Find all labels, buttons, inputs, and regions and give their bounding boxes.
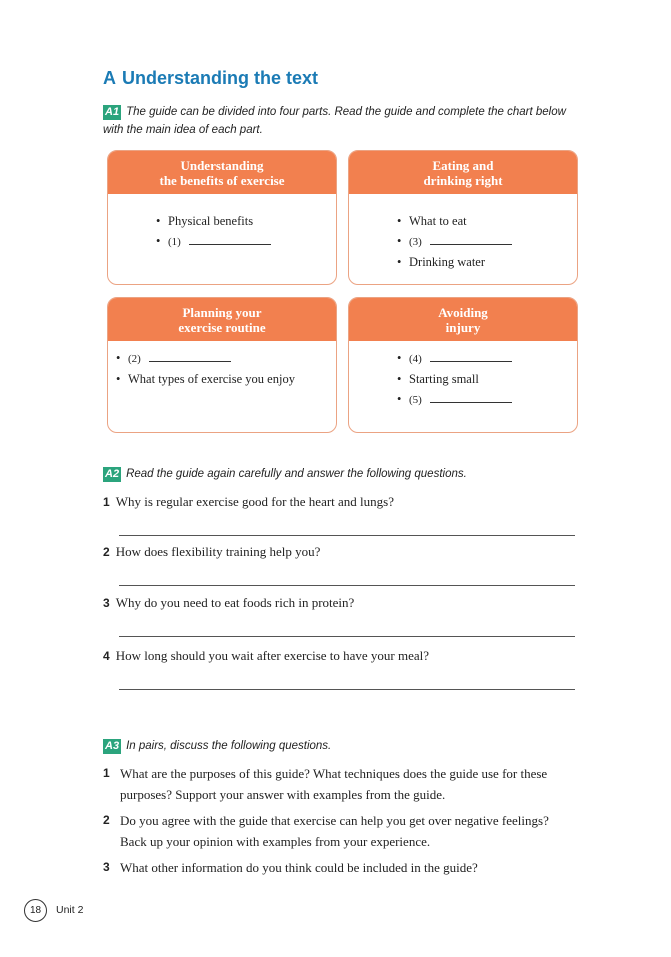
a3-instruction-text: In pairs, discuss the following questions. — [126, 740, 332, 752]
question — [103, 544, 320, 560]
question-text: Why is regular exercise good for the heart and lungs? — [115, 494, 395, 509]
blank-item — [397, 231, 512, 252]
question-text: Do you agree with the guide that exercise can help you get over negative feelings? Back up your opinion with examples from your experience. — [120, 813, 549, 849]
blank-item — [156, 231, 271, 252]
a1-badge: A1 — [105, 106, 120, 118]
answer-blank[interactable] — [430, 243, 512, 245]
list-item: • Drinking water — [397, 252, 512, 272]
question-text: Why do you need to eat foods rich in protein? — [115, 595, 355, 610]
chart-box-list — [397, 211, 512, 272]
question — [103, 595, 354, 611]
a3-instruction — [103, 737, 331, 755]
blank-number: (5) — [409, 394, 422, 406]
chart-box — [107, 297, 337, 433]
question-number: 2 — [103, 813, 110, 827]
question-text: How long should you wait after exercise to have your meal? — [115, 648, 430, 663]
answer-line[interactable] — [119, 585, 575, 586]
chart-box-list — [156, 211, 271, 252]
chart-box-list — [116, 348, 295, 389]
discussion-question — [103, 810, 573, 852]
blank-number: (4) — [409, 353, 422, 365]
section-letter: A — [103, 68, 116, 88]
discussion-question — [103, 763, 573, 805]
chart-box-header — [108, 298, 336, 341]
answer-line[interactable] — [119, 636, 575, 637]
discussion-question — [103, 857, 573, 878]
question-text: What are the purposes of this guide? What techniques does the guide use for these purposes? Support your answer with examples from the guide. — [120, 766, 548, 802]
answer-blank[interactable] — [189, 243, 271, 245]
chart-box-title: the benefits of exercise — [159, 173, 285, 188]
chart-box-list — [397, 348, 512, 410]
blank-item — [397, 389, 512, 410]
answer-blank[interactable] — [149, 360, 231, 362]
question-number: 4 — [103, 649, 110, 663]
chart-box-title: Avoiding — [438, 305, 488, 320]
chart-box-title: injury — [445, 320, 481, 335]
blank-number: (3) — [409, 236, 422, 248]
chart-box-title: Understanding — [180, 158, 264, 173]
chart-box-title: drinking right — [423, 173, 503, 188]
blank-number: (2) — [128, 353, 141, 365]
list-item: • What types of exercise you enjoy — [116, 369, 295, 389]
answer-blank[interactable] — [430, 401, 512, 403]
section-title-text: Understanding the text — [122, 68, 319, 88]
question — [103, 494, 394, 510]
chart-box-header — [108, 151, 336, 194]
question-number: 1 — [103, 766, 110, 780]
chart-box — [107, 150, 337, 285]
chart-box-header — [349, 151, 577, 194]
unit-label: Unit 2 — [56, 904, 84, 916]
question-number: 1 — [103, 495, 110, 509]
question-number: 2 — [103, 545, 110, 559]
a1-instruction — [103, 103, 578, 139]
blank-number: (1) — [168, 236, 181, 248]
question-number: 3 — [103, 860, 110, 874]
chart-box — [348, 150, 578, 285]
page-number: 18 — [24, 899, 47, 922]
answer-blank[interactable] — [430, 360, 512, 362]
a2-badge: A2 — [105, 468, 120, 480]
list-item: • Physical benefits — [156, 211, 271, 231]
chart-box-header — [349, 298, 577, 341]
question-text: What other information do you think could be included in the guide? — [120, 860, 478, 875]
a3-badge: A3 — [105, 740, 120, 752]
a2-instruction — [103, 465, 467, 483]
list-item: • Starting small — [397, 369, 512, 389]
a1-instruction-text: The guide can be divided into four parts. Read the guide and complete the chart below with the main idea of each part. — [103, 106, 566, 136]
section-title — [103, 68, 318, 89]
chart-box-title: Planning your — [182, 305, 262, 320]
chart-box-title: exercise routine — [178, 320, 266, 335]
answer-line[interactable] — [119, 535, 575, 536]
blank-item — [116, 348, 295, 369]
chart-box-title: Eating and — [432, 158, 494, 173]
question — [103, 648, 429, 664]
question-text: How does flexibility training help you? — [115, 544, 321, 559]
a2-instruction-text: Read the guide again carefully and answer the following questions. — [126, 468, 467, 480]
list-item: • What to eat — [397, 211, 512, 231]
question-number: 3 — [103, 596, 110, 610]
chart-box — [348, 297, 578, 433]
answer-line[interactable] — [119, 689, 575, 690]
blank-item — [397, 348, 512, 369]
